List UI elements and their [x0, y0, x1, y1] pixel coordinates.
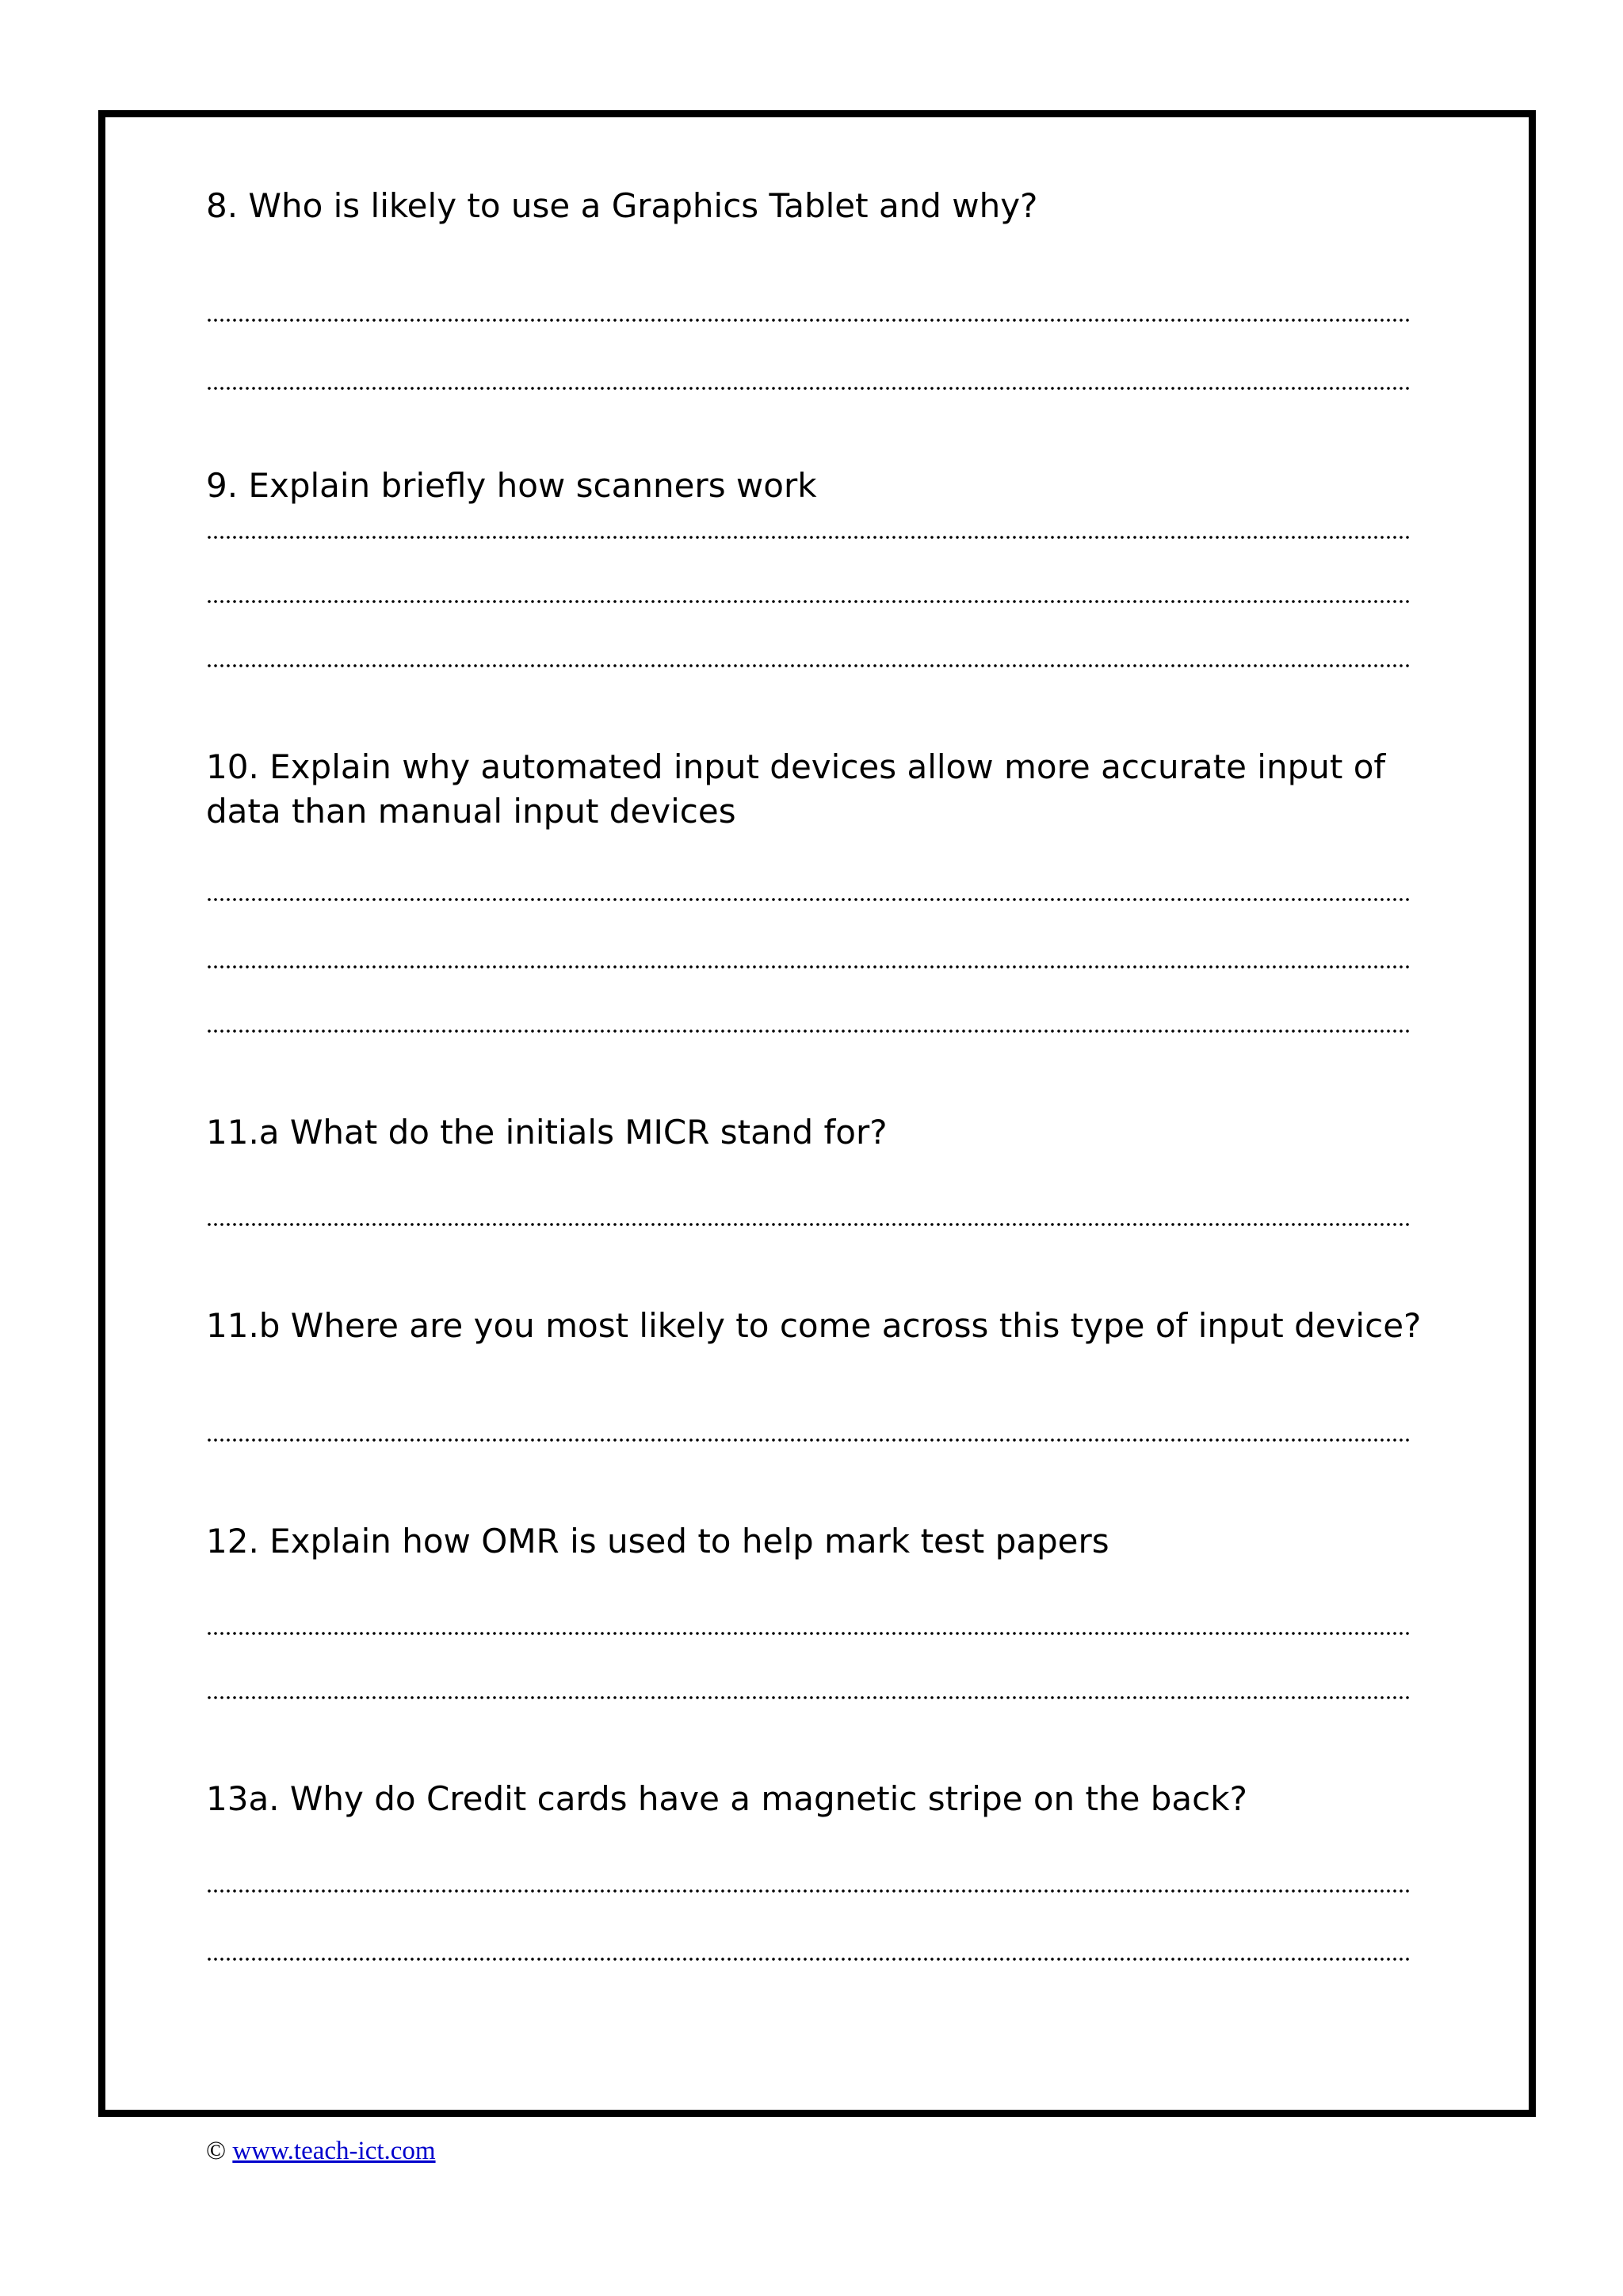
answer-line[interactable]	[206, 664, 1411, 667]
answer-line[interactable]	[206, 600, 1411, 603]
answer-line[interactable]	[206, 1696, 1411, 1699]
question-8: 8. Who is likely to use a Graphics Tablet and why?	[206, 186, 1038, 225]
answer-line[interactable]	[206, 1438, 1411, 1442]
question-11a: 11.a What do the initials MICR stand for?	[206, 1113, 888, 1152]
answer-line[interactable]	[206, 1958, 1411, 1961]
answer-line[interactable]	[206, 1632, 1411, 1635]
footer	[206, 2135, 436, 2167]
question-11b: 11.b Where are you most likely to come across this type of input device?	[206, 1306, 1422, 1345]
question-13a: 13a. Why do Credit cards have a magnetic stripe on the back?	[206, 1779, 1247, 1818]
answer-line[interactable]	[206, 1030, 1411, 1033]
answer-line[interactable]	[206, 898, 1411, 901]
question-12: 12. Explain how OMR is used to help mark test papers	[206, 1522, 1109, 1561]
answer-line[interactable]	[206, 319, 1411, 322]
answer-line[interactable]	[206, 1223, 1411, 1226]
answer-line[interactable]	[206, 387, 1411, 390]
question-10: 10. Explain why automated input devices allow more accurate input of data than manual input devices	[206, 747, 1386, 831]
copyright-symbol: ©	[206, 2137, 227, 2165]
footer-link[interactable]: www.teach-ict.com	[232, 2137, 436, 2165]
answer-line[interactable]	[206, 1889, 1411, 1893]
answer-line[interactable]	[206, 536, 1411, 539]
answer-line[interactable]	[206, 965, 1411, 968]
question-9: 9. Explain briefly how scanners work	[206, 466, 817, 505]
